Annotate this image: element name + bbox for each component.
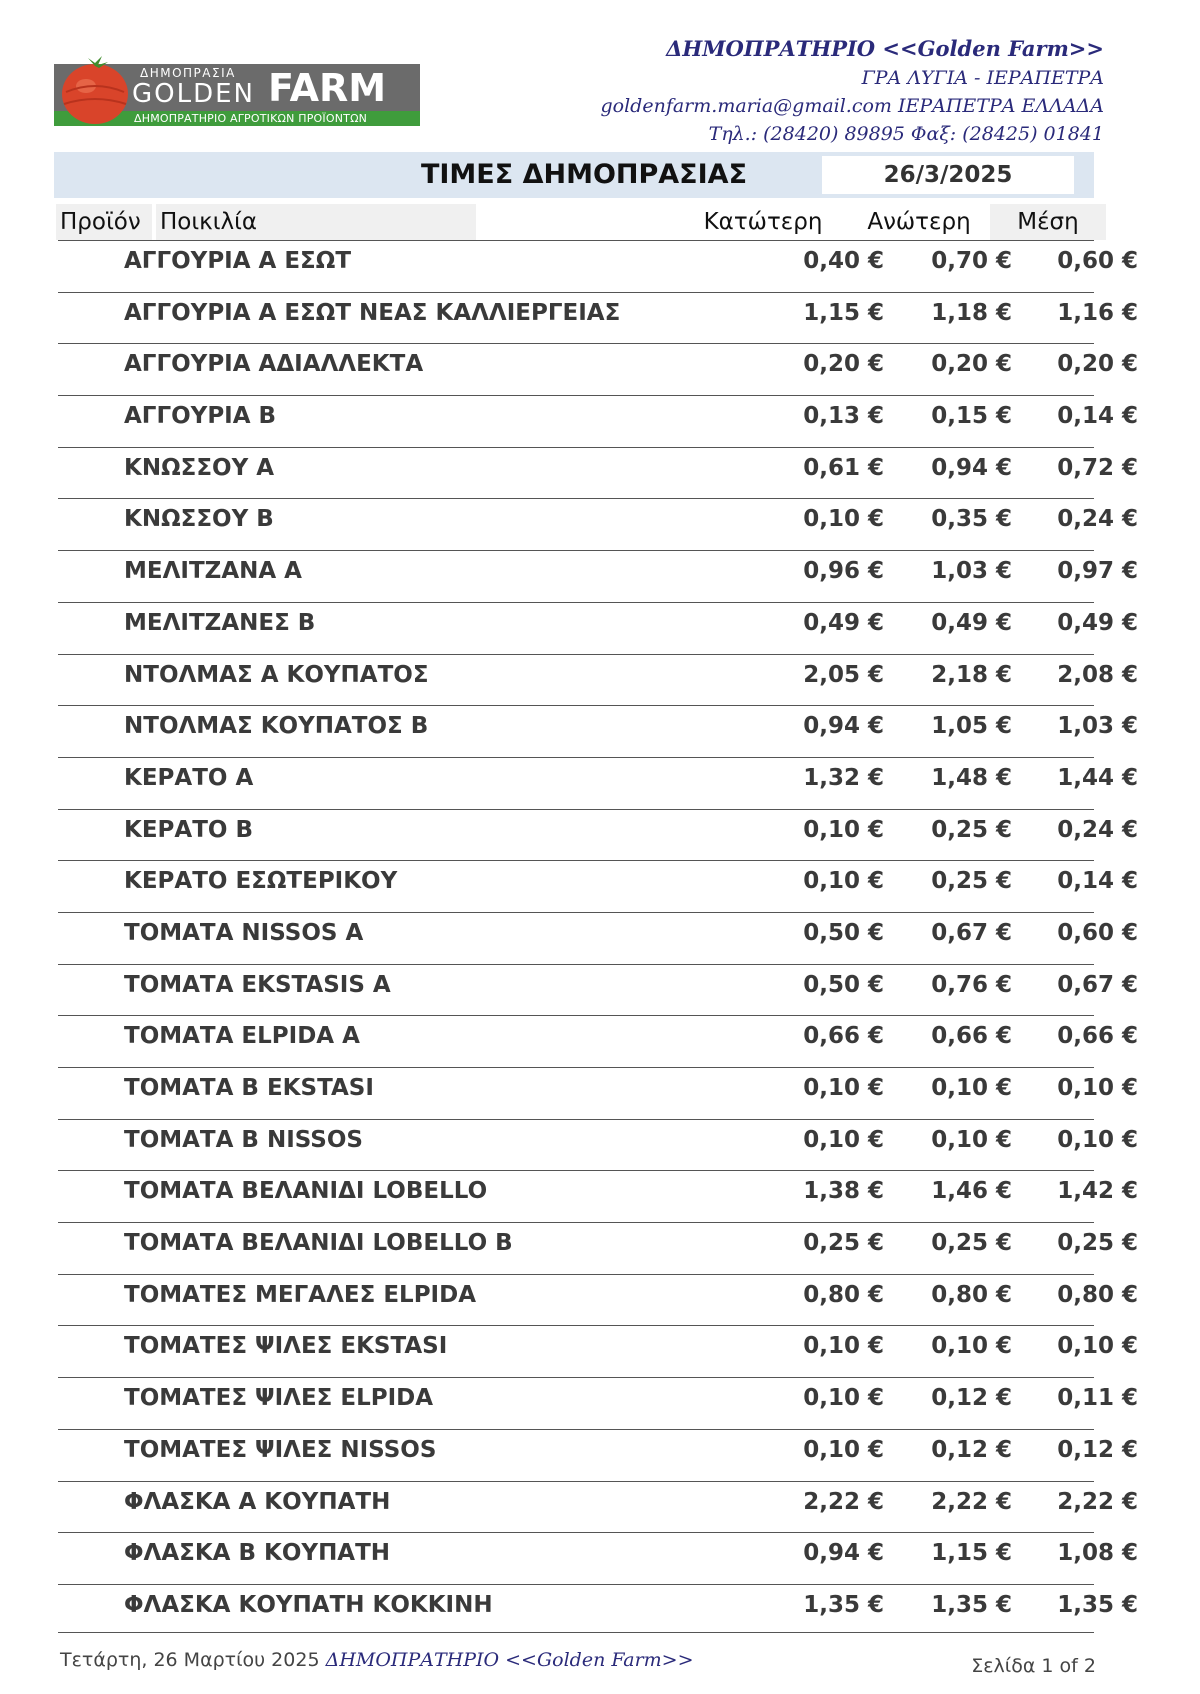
table-row bbox=[58, 602, 1138, 654]
avg-price: 0,97 € bbox=[1057, 558, 1138, 585]
table-row bbox=[58, 860, 1138, 912]
product-name: ΚΕΡΑΤΟ ΕΣΩΤΕΡΙΚΟΥ bbox=[124, 868, 398, 895]
footer-company: ΔΗΜΟΠΡΑΤΗΡΙΟ <<Golden Farm>> bbox=[325, 1649, 694, 1671]
avg-price: 0,10 € bbox=[1057, 1126, 1138, 1153]
high-price: 0,49 € bbox=[931, 609, 1012, 636]
product-name: ΤΟΜΑΤΕΣ ΨΙΛΕΣ NISSOS bbox=[124, 1436, 437, 1463]
product-name: ΝΤΟΛΜΑΣ ΚΟΥΠΑΤΟΣ Β bbox=[124, 713, 429, 740]
product-name: ΜΕΛΙΤΖΑΝΑ Α bbox=[124, 558, 302, 585]
high-price: 0,25 € bbox=[931, 868, 1012, 895]
high-price: 2,22 € bbox=[931, 1488, 1012, 1515]
product-name: ΤΟΜΑΤΕΣ ΜΕΓΑΛΕΣ ELPIDA bbox=[124, 1281, 477, 1308]
avg-price: 0,60 € bbox=[1057, 919, 1138, 946]
avg-price: 0,80 € bbox=[1057, 1281, 1138, 1308]
company-name: ΔΗΜΟΠΡΑΤΗΡΙΟ <<Golden Farm>> bbox=[666, 36, 1104, 61]
low-price: 1,15 € bbox=[803, 299, 884, 326]
title-bar bbox=[54, 152, 1094, 198]
product-name: ΤΟΜΑΤΑ Β EKSTASI bbox=[124, 1075, 374, 1101]
high-price: 1,46 € bbox=[931, 1178, 1012, 1205]
avg-price: 1,08 € bbox=[1057, 1540, 1138, 1567]
avg-price: 1,16 € bbox=[1057, 299, 1138, 326]
price-table bbox=[58, 240, 1138, 1636]
product-name: ΦΛΑΣΚΑ Β ΚΟΥΠΑΤΗ bbox=[124, 1540, 391, 1567]
low-price: 0,25 € bbox=[803, 1230, 884, 1257]
avg-price: 0,49 € bbox=[1057, 609, 1138, 636]
high-price: 1,15 € bbox=[931, 1540, 1012, 1567]
product-name: ΤΟΜΑΤΑ NISSOS Α bbox=[124, 919, 364, 946]
high-price: 0,80 € bbox=[931, 1281, 1012, 1308]
table-row bbox=[58, 1325, 1138, 1377]
low-price: 0,96 € bbox=[803, 558, 884, 585]
golden-farm-logo bbox=[54, 52, 420, 126]
low-price: 1,38 € bbox=[803, 1178, 884, 1205]
low-price: 0,50 € bbox=[803, 971, 884, 998]
avg-price: 1,35 € bbox=[1057, 1591, 1138, 1618]
high-price: 0,10 € bbox=[931, 1075, 1012, 1101]
avg-price: 1,42 € bbox=[1057, 1178, 1138, 1205]
table-row bbox=[58, 550, 1138, 602]
column-header-avg: Μέση bbox=[990, 204, 1106, 240]
low-price: 0,94 € bbox=[803, 1540, 884, 1567]
product-name: ΤΟΜΑΤΑ Β NISSOS bbox=[124, 1126, 363, 1153]
avg-price: 0,10 € bbox=[1057, 1333, 1138, 1360]
avg-price: 2,08 € bbox=[1057, 661, 1138, 688]
high-price: 1,03 € bbox=[931, 558, 1012, 585]
table-row bbox=[58, 395, 1138, 447]
avg-price: 0,24 € bbox=[1057, 506, 1138, 533]
high-price: 0,76 € bbox=[931, 971, 1012, 998]
table-row bbox=[58, 1377, 1138, 1429]
high-price: 0,70 € bbox=[931, 248, 1012, 274]
high-price: 1,05 € bbox=[931, 713, 1012, 740]
avg-price: 0,66 € bbox=[1057, 1023, 1138, 1050]
avg-price: 0,67 € bbox=[1057, 971, 1138, 998]
company-location: ΓΡΑ ΛΥΓΙΑ - ΙΕΡΑΠΕΤΡΑ bbox=[861, 67, 1104, 89]
avg-price: 1,03 € bbox=[1057, 713, 1138, 740]
table-row bbox=[58, 1429, 1138, 1481]
low-price: 0,50 € bbox=[803, 919, 884, 946]
table-row bbox=[58, 1584, 1138, 1636]
avg-price: 1,44 € bbox=[1057, 764, 1138, 791]
low-price: 0,10 € bbox=[803, 1126, 884, 1153]
table-row bbox=[58, 757, 1138, 809]
low-price: 2,22 € bbox=[803, 1488, 884, 1515]
high-price: 0,12 € bbox=[931, 1385, 1012, 1412]
table-row bbox=[58, 498, 1138, 550]
product-name: ΦΛΑΣΚΑ Α ΚΟΥΠΑΤΗ bbox=[124, 1488, 391, 1515]
high-price: 0,20 € bbox=[931, 351, 1012, 378]
low-price: 0,80 € bbox=[803, 1281, 884, 1308]
table-row bbox=[58, 1222, 1138, 1274]
product-name: ΑΓΓΟΥΡΙΑ Α ΕΣΩΤ ΝΕΑΣ ΚΑΛΛΙΕΡΓΕΙΑΣ bbox=[124, 299, 621, 326]
product-name: ΤΟΜΑΤΑ EKSTASIS Α bbox=[124, 971, 391, 998]
product-name: ΤΟΜΑΤΑ ΒΕΛΑΝΙΔΙ LOBELLO bbox=[124, 1178, 488, 1205]
avg-price: 0,10 € bbox=[1057, 1075, 1138, 1101]
product-name: ΚΕΡΑΤΟ Β bbox=[124, 816, 253, 843]
low-price: 1,32 € bbox=[803, 764, 884, 791]
table-row bbox=[58, 654, 1138, 706]
avg-price: 0,72 € bbox=[1057, 454, 1138, 481]
product-name: ΚΝΩΣΣΟΥ Α bbox=[124, 454, 275, 481]
avg-price: 0,14 € bbox=[1057, 868, 1138, 895]
logo-farm-text: FARM bbox=[268, 66, 387, 110]
table-row bbox=[58, 1532, 1138, 1584]
avg-price: 2,22 € bbox=[1057, 1488, 1138, 1515]
low-price: 0,10 € bbox=[803, 506, 884, 533]
logo-subtitle: ΔΗΜΟΠΡΑΤΗΡΙΟ ΑΓΡΟΤΙΚΩΝ ΠΡΟΪΟΝΤΩΝ bbox=[134, 112, 368, 125]
product-name: ΑΓΓΟΥΡΙΑ ΑΔΙΑΛΛΕΚΤΑ bbox=[124, 351, 424, 378]
product-name: ΦΛΑΣΚΑ ΚΟΥΠΑΤΗ ΚΟΚΚΙΝΗ bbox=[124, 1591, 493, 1618]
table-row bbox=[58, 1274, 1138, 1326]
table-row bbox=[58, 1015, 1138, 1067]
avg-price: 0,20 € bbox=[1057, 351, 1138, 378]
low-price: 0,10 € bbox=[803, 1075, 884, 1101]
column-header-low: Κατώτερη bbox=[690, 204, 836, 240]
avg-price: 0,12 € bbox=[1057, 1436, 1138, 1463]
high-price: 0,66 € bbox=[931, 1023, 1012, 1050]
product-name: ΤΟΜΑΤΑ ΒΕΛΑΝΙΔΙ LOBELLO Β bbox=[124, 1230, 513, 1257]
footer-left bbox=[60, 1647, 694, 1673]
company-header bbox=[601, 34, 1105, 148]
low-price: 0,10 € bbox=[803, 816, 884, 843]
company-phone: Τηλ.: (28420) 89895 Φαξ: (28425) 01841 bbox=[708, 123, 1104, 145]
table-row bbox=[58, 809, 1138, 861]
low-price: 0,66 € bbox=[803, 1023, 884, 1050]
high-price: 0,15 € bbox=[931, 403, 1012, 430]
low-price: 0,10 € bbox=[803, 1436, 884, 1463]
low-price: 0,10 € bbox=[803, 868, 884, 895]
table-row bbox=[58, 240, 1138, 292]
product-name: ΤΟΜΑΤΑ ELPIDA Α bbox=[124, 1023, 360, 1050]
page-number: Σελίδα 1 of 2 bbox=[971, 1655, 1096, 1677]
high-price: 0,25 € bbox=[931, 1230, 1012, 1257]
high-price: 1,48 € bbox=[931, 764, 1012, 791]
high-price: 2,18 € bbox=[931, 661, 1012, 688]
auction-date: 26/3/2025 bbox=[822, 156, 1074, 194]
product-name: ΝΤΟΛΜΑΣ Α ΚΟΥΠΑΤΟΣ bbox=[124, 661, 429, 688]
avg-price: 0,60 € bbox=[1057, 248, 1138, 274]
avg-price: 0,25 € bbox=[1057, 1230, 1138, 1257]
table-row bbox=[58, 447, 1138, 499]
high-price: 1,18 € bbox=[931, 299, 1012, 326]
low-price: 0,94 € bbox=[803, 713, 884, 740]
low-price: 0,20 € bbox=[803, 351, 884, 378]
column-header-high: Ανώτερη bbox=[854, 204, 984, 240]
column-header-product: Προϊόν bbox=[56, 204, 152, 240]
low-price: 2,05 € bbox=[803, 661, 884, 688]
table-row bbox=[58, 1119, 1138, 1171]
column-header-variety: Ποικιλία bbox=[156, 204, 476, 240]
low-price: 1,35 € bbox=[803, 1591, 884, 1618]
low-price: 0,40 € bbox=[803, 248, 884, 274]
table-bottom-rule bbox=[58, 1632, 1094, 1633]
avg-price: 0,24 € bbox=[1057, 816, 1138, 843]
footer-date: Τετάρτη, 26 Μαρτίου 2025 bbox=[60, 1649, 320, 1671]
low-price: 0,13 € bbox=[803, 403, 884, 430]
high-price: 0,25 € bbox=[931, 816, 1012, 843]
company-email: goldenfarm.maria@gmail.com ΙΕΡΑΠΕΤΡΑ ΕΛΛΑΔΑ bbox=[600, 95, 1104, 117]
product-name: ΤΟΜΑΤΕΣ ΨΙΛΕΣ EKSTASI bbox=[124, 1333, 448, 1360]
table-row bbox=[58, 1067, 1138, 1119]
low-price: 0,10 € bbox=[803, 1385, 884, 1412]
high-price: 0,35 € bbox=[931, 506, 1012, 533]
high-price: 1,35 € bbox=[931, 1591, 1012, 1618]
product-name: ΤΟΜΑΤΕΣ ΨΙΛΕΣ ELPIDA bbox=[124, 1385, 434, 1412]
avg-price: 0,11 € bbox=[1057, 1385, 1138, 1412]
product-name: ΑΓΓΟΥΡΙΑ Α ΕΣΩΤ bbox=[124, 248, 352, 274]
product-name: ΚΝΩΣΣΟΥ Β bbox=[124, 506, 274, 533]
high-price: 0,10 € bbox=[931, 1126, 1012, 1153]
high-price: 0,94 € bbox=[931, 454, 1012, 481]
low-price: 0,49 € bbox=[803, 609, 884, 636]
table-row bbox=[58, 292, 1138, 344]
low-price: 0,61 € bbox=[803, 454, 884, 481]
table-row bbox=[58, 964, 1138, 1016]
table-row bbox=[58, 912, 1138, 964]
page-title: ΤΙΜΕΣ ΔΗΜΟΠΡΑΣΙΑΣ bbox=[420, 159, 748, 190]
high-price: 0,12 € bbox=[931, 1436, 1012, 1463]
product-name: ΑΓΓΟΥΡΙΑ Β bbox=[124, 403, 277, 430]
product-name: ΚΕΡΑΤΟ Α bbox=[124, 764, 254, 791]
table-row bbox=[58, 1170, 1138, 1222]
product-name: ΜΕΛΙΤΖΑΝΕΣ Β bbox=[124, 609, 316, 636]
table-row bbox=[58, 1481, 1138, 1533]
high-price: 0,10 € bbox=[931, 1333, 1012, 1360]
low-price: 0,10 € bbox=[803, 1333, 884, 1360]
avg-price: 0,14 € bbox=[1057, 403, 1138, 430]
table-row bbox=[58, 343, 1138, 395]
high-price: 0,67 € bbox=[931, 919, 1012, 946]
table-row bbox=[58, 705, 1138, 757]
logo-golden-text: GOLDEN bbox=[132, 79, 255, 109]
logo-top-text: ΔΗΜΟΠΡΑΣΙΑ bbox=[140, 66, 236, 80]
tomato-icon bbox=[58, 52, 132, 126]
